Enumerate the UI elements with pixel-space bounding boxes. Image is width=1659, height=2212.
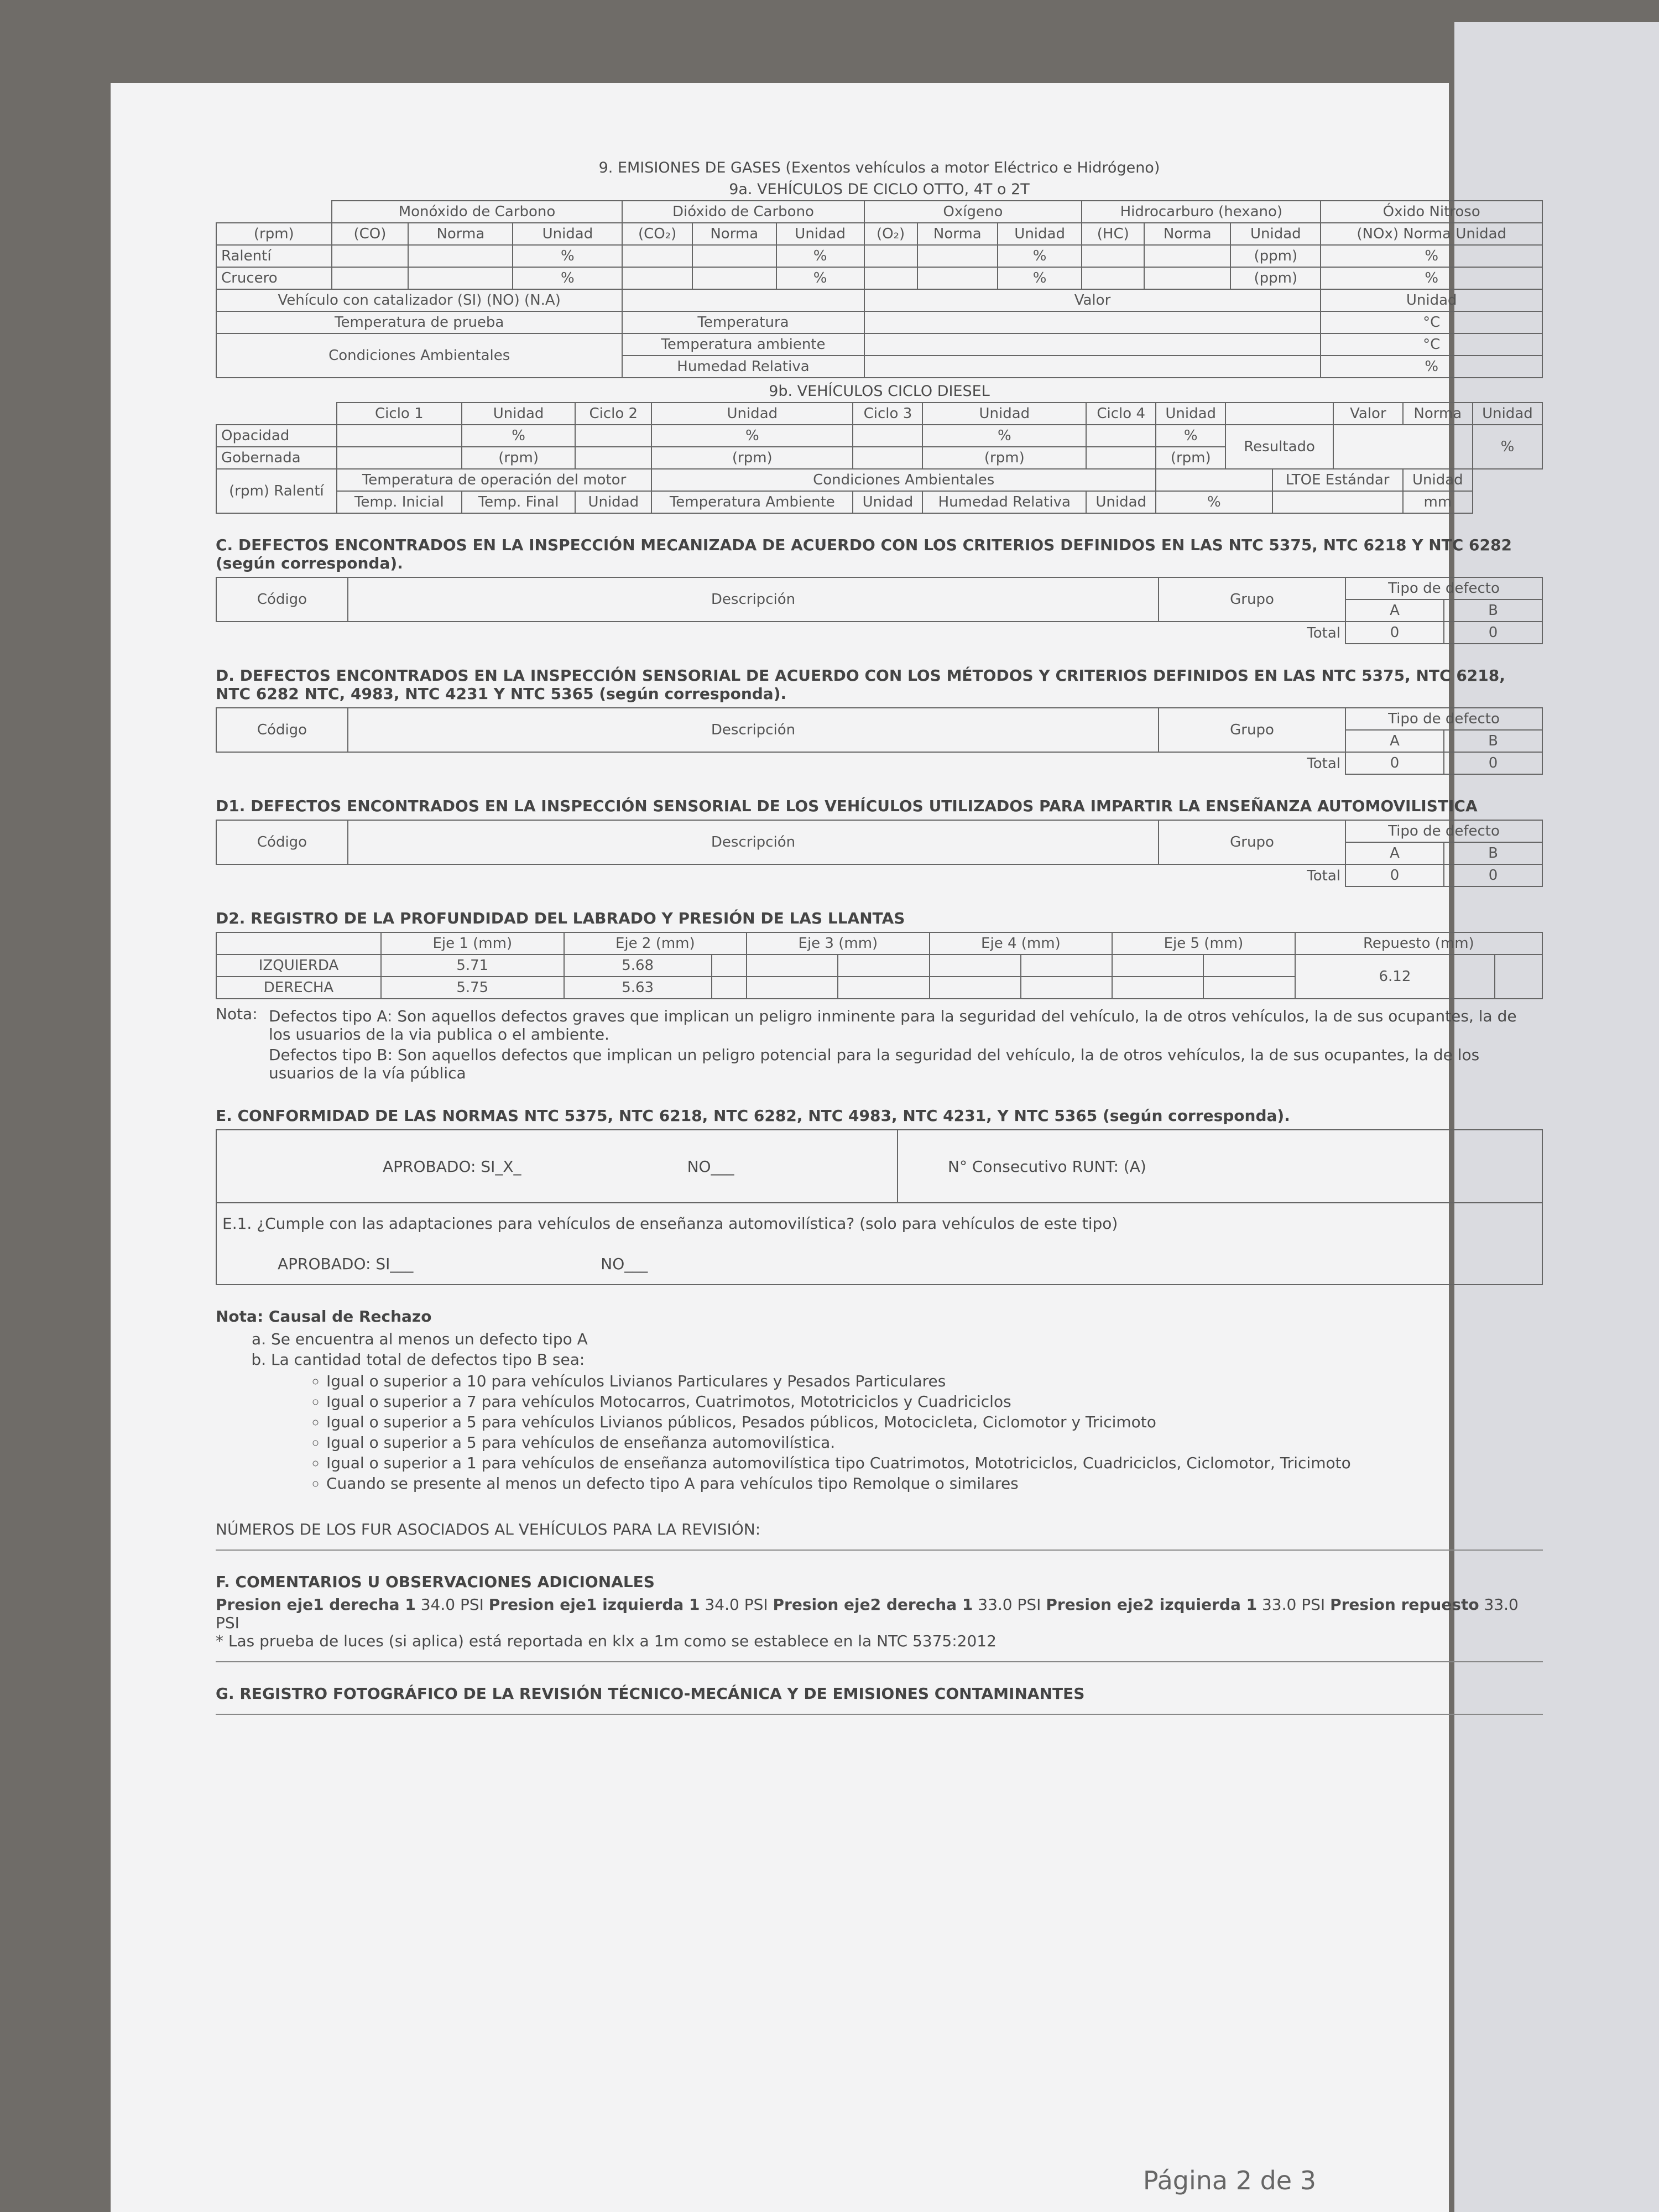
rechazo-title: Nota: Causal de Rechazo [216, 1307, 432, 1326]
defect-note: Nota: Defectos tipo A: Son aquellos defectos graves que implican un peligro inminente para la seguridad del vehículo, la de otros vehículos, la de sus ocupantes, la de los usuarios de la via publica o el ambiente. Defectos tipo B: Son aquellos defectos que implican un peligro potencial para la seguridad del vehículo, la de otros vehículos, la de sus ocupantes, la de los usuarios de la vía pública [216, 1005, 1517, 1082]
tire-depth-table: Eje 1 (mm) Eje 2 (mm) Eje 3 (mm) Eje 4 (mm) Eje 5 (mm) Repuesto (mm) IZQUIERDA 5.71 5.68 6.12 DERECHA 5.75 5.63 [216, 932, 1543, 999]
no2-field[interactable]: NO___ [601, 1255, 648, 1273]
s9b-title: 9b. VEHÍCULOS CICLO DIESEL [769, 383, 990, 400]
section-d-title: D. DEFECTOS ENCONTRADOS EN LA INSPECCIÓN SENSORIAL DE ACUERDO CON LOS MÉTODOS Y CRITERIOS DEFINIDOS EN LAS NTC 5375, NTC 6218, NTC 6282 NTC, 4983, NTC 4231 Y NTC 5365 (según corresponda). [216, 666, 1505, 703]
section-d1-title: D1. DEFECTOS ENCONTRADOS EN LA INSPECCIÓN SENSORIAL DE LOS VEHÍCULOS UTILIZADOS PARA IMPARTIR LA ENSEÑANZA AUTOMOVILISTICA [216, 797, 1478, 815]
defects-d1-table: Código Descripción Grupo Tipo de defecto A B Total 0 0 [216, 820, 1543, 887]
section-e-title: E. CONFORMIDAD DE LAS NORMAS NTC 5375, NTC 6218, NTC 6282, NTC 4983, NTC 4231, Y NTC 5365 (según corresponda). [216, 1107, 1290, 1125]
defects-d-table: Código Descripción Grupo Tipo de defecto A B Total 0 0 [216, 707, 1543, 775]
section-c-title: C. DEFECTOS ENCONTRADOS EN LA INSPECCIÓN MECANIZADA DE ACUERDO CON LOS CRITERIOS DEFINIDOS EN LAS NTC 5375, NTC 6218 Y NTC 6282 (según corresponda). [216, 536, 1512, 572]
fur-label: NÚMEROS DE LOS FUR ASOCIADOS AL VEHÍCULOS PARA LA REVISIÓN: [216, 1520, 761, 1538]
section-d2-title: D2. REGISTRO DE LA PROFUNDIDAD DEL LABRADO Y PRESIÓN DE LAS LLANTAS [216, 909, 905, 927]
rechazo-list: a. Se encuentra al menos un defecto tipo A b. La cantidad total de defectos tipo B sea: ◦ Igual o superior a 10 para vehículos Livianos Particulares y Pesados Particulares ◦ Igual o superior a 7 para vehículos Motocarros, Cuatrimotos, Mototriciclos y Cuadriciclos ◦ Igual o superior a 5 para vehículos Livianos públicos, Pesados públicos, Motocicleta, Ciclomotor y Tricimoto ◦ Igual o superior a 5 para vehículos de enseñanza automovilística. ◦ Igual o superior a 1 para vehículos de enseñanza automovilística tipo Cuatrimotos, Mototriciclos, Cuadriciclos, Ciclomotor, Tricimoto ◦ Cuando se presente al menos un defecto tipo A para vehículos tipo Remolque o similares [249, 1330, 1543, 1493]
otto-emissions-table: Monóxido de Carbono Dióxido de Carbono Oxígeno Hidrocarburo (hexano) Óxido Nitroso (rpm) (CO) Norma Unidad (CO₂) Norma Unidad (O₂) Norma Unidad (HC) Norma Unidad (NOx) Norma Unidad Ralentí % % % (ppm) % Crucero % % % (ppm) % Vehículo con catalizador (SI) (NO) (N.A) Valor Unidad Temperatura de prueba Temperatura °C Condiciones Ambientales Temperatura ambiente °C Humedad Relativa % [216, 200, 1543, 378]
section-g-title: G. REGISTRO FOTOGRÁFICO DE LA REVISIÓN TÉCNICO-MECÁNICA Y DE EMISIONES CONTAMINANTES [216, 1684, 1085, 1703]
s9-title: 9. EMISIONES DE GASES (Exentos vehículos a motor Eléctrico e Hidrógeno) [598, 159, 1160, 176]
aprobado-field[interactable]: APROBADO: SI_X_ [383, 1157, 521, 1176]
page-number: Página 2 de 3 [1142, 2166, 1316, 2195]
runt-field: N° Consecutivo RUNT: (A) [948, 1157, 1146, 1176]
no-field[interactable]: NO___ [687, 1157, 734, 1176]
luces-note: * Las prueba de luces (si aplica) está reportada en klx a 1m como se establece en la NTC 5375:2012 [216, 1632, 997, 1650]
e1-question: E.1. ¿Cumple con las adaptaciones para vehículos de enseñanza automovilística? (solo para vehículos de este tipo) [222, 1214, 1118, 1233]
conformity-box [216, 1129, 1543, 1285]
document-page [111, 83, 1533, 2212]
defects-c-table: Código Descripción Grupo Tipo de defecto A B Total 0 0 [216, 577, 1543, 644]
document-content [216, 155, 1543, 1737]
section-f-title: F. COMENTARIOS U OBSERVACIONES ADICIONALES [216, 1573, 655, 1591]
s9a-title: 9a. VEHÍCULOS DE CICLO OTTO, 4T o 2T [729, 181, 1030, 198]
diesel-table: Ciclo 1 Unidad Ciclo 2 Unidad Ciclo 3 Unidad Ciclo 4 Unidad Valor Norma Unidad Opacidad % % % % Resultado % Gobernada (rpm) (rpm) (rpm) (rpm) (rpm) Ralentí Temperatura de operación del motor Condiciones Ambientales LTOE Estándar Unidad Temp. Inicial Temp. Final Unidad Temperatura Ambiente Unidad Humedad Relativa Unidad % mm [216, 402, 1543, 514]
comments: Presion eje1 derecha 1 34.0 PSI Presion eje1 izquierda 1 34.0 PSI Presion eje2 derecha 1 33.0 PSI Presion eje2 izquierda 1 33.0 PSI Presion repuesto 33.0 PSI [216, 1595, 1519, 1632]
aprobado2-field[interactable]: APROBADO: SI___ [278, 1255, 414, 1273]
